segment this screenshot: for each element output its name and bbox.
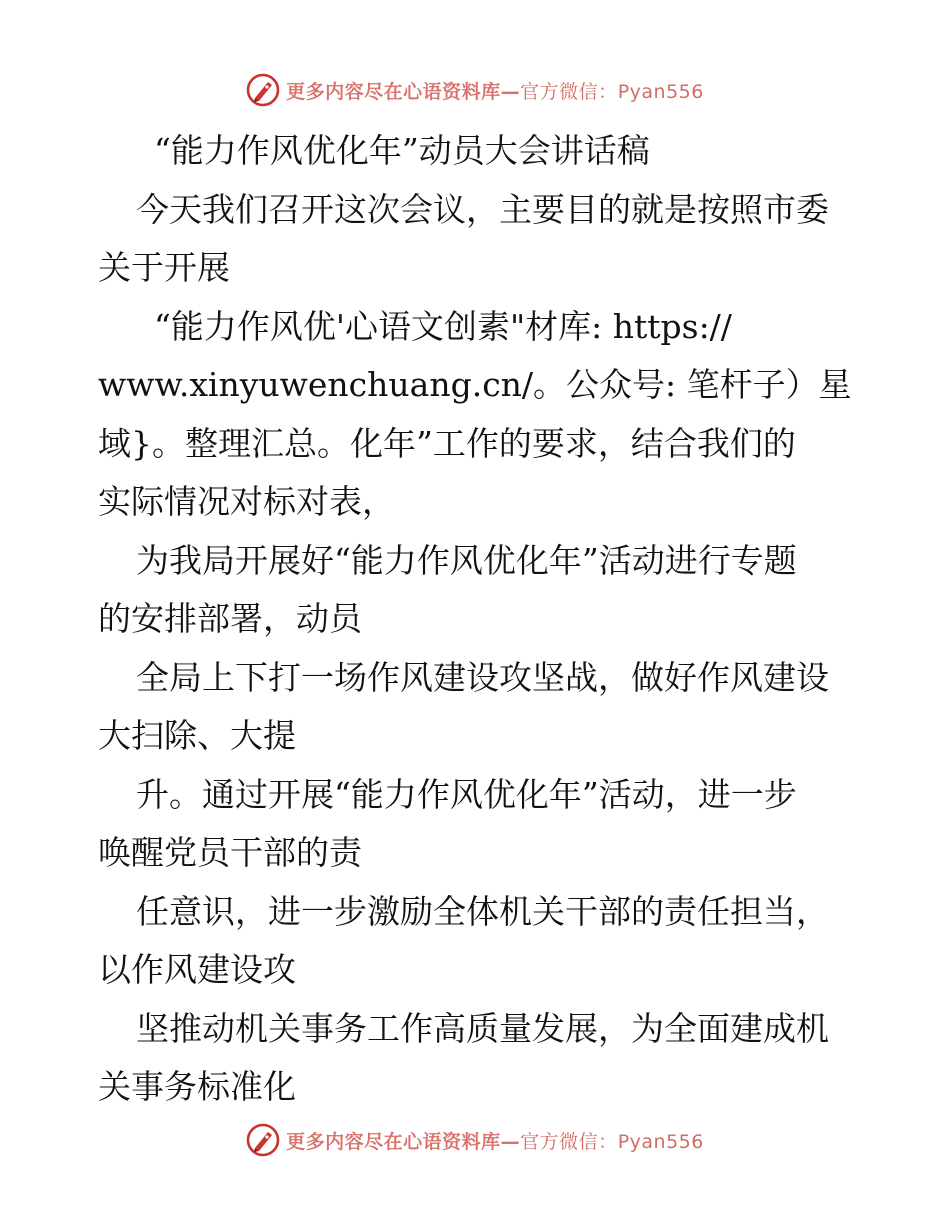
header-watermark-banner [0, 70, 950, 110]
watermark-wechat-label: 官方微信： [520, 1130, 618, 1153]
paragraph-line: 为我局开展好“能力作风优化年”活动进行专题 [136, 540, 797, 580]
footer-watermark-banner [0, 1120, 950, 1160]
watermark-separator: — [500, 80, 521, 103]
watermark-site-name: 更多内容尽在心语资料库 [286, 1130, 501, 1153]
quill-pen-logo-icon [246, 73, 280, 107]
quill-pen-logo-icon [246, 1123, 280, 1157]
watermark-wechat-id: Pyan556 [617, 1130, 704, 1153]
paragraph-line: 域}。整理汇总。化年”工作的要求，结合我们的 [98, 423, 796, 463]
paragraph-line: 实际情况对标对表， [98, 482, 395, 521]
watermark-text [286, 77, 704, 104]
paragraph-line: 全局上下打一场作风建设攻坚战，做好作风建设 [136, 657, 829, 697]
paragraph-line: 大扫除、大提 [98, 716, 296, 755]
paragraph-line: 关事务标准化 [98, 1067, 296, 1106]
paragraph-line: 任意识，进一步激励全体机关干部的责任担当， [136, 891, 829, 931]
watermark-group [246, 73, 704, 107]
paragraph-line: “能力作风优'心语文创素"材库: https:// [154, 306, 732, 346]
paragraph-line: 唤醒党员干部的责 [98, 833, 362, 872]
paragraph-line: www.xinyuwenchuang.cn/。公众号: 笔杆子）星 [98, 365, 852, 404]
paragraph-line: 以作风建设攻 [98, 950, 296, 989]
document-title: “能力作风优化年”动员大会讲话稿 [154, 131, 650, 170]
watermark-text [286, 1127, 704, 1154]
paragraph-line: 关于开展 [98, 248, 230, 287]
paragraph-line: 升。通过开展“能力作风优化年”活动，进一步 [136, 774, 797, 814]
watermark-site-name: 更多内容尽在心语资料库 [286, 80, 501, 103]
watermark-separator: — [500, 1130, 521, 1153]
document-body [98, 122, 858, 1117]
watermark-group [246, 1123, 704, 1157]
paragraph-line: 今天我们召开这次会议，主要目的就是按照市委 [136, 189, 829, 229]
paragraph-line: 的安排部署，动员 [98, 599, 362, 638]
paragraph-line: 坚推动机关事务工作高质量发展，为全面建成机 [136, 1008, 829, 1048]
watermark-wechat-label: 官方微信： [520, 80, 618, 103]
watermark-wechat-id: Pyan556 [617, 80, 704, 103]
